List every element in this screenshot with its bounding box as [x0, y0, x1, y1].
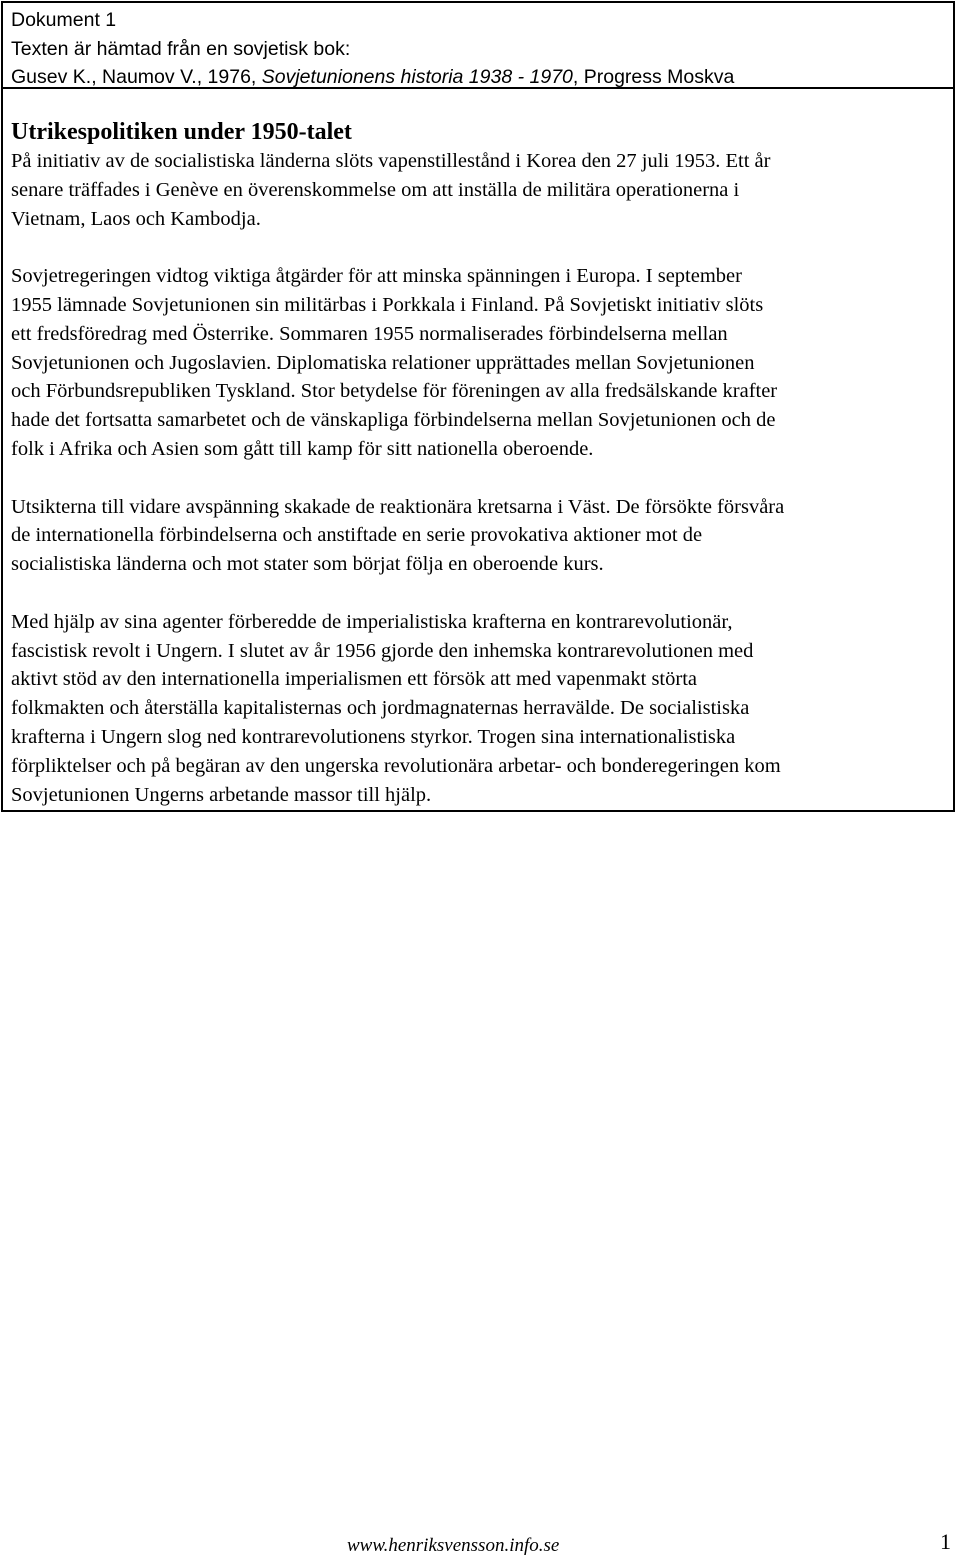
paragraph-spacer — [11, 579, 945, 608]
text-line: senare träffades i Genève en överenskommelse om att inställa de militära operationerna i — [11, 178, 740, 201]
article-body — [1, 89, 955, 812]
text-line: förpliktelser och på begäran av den ungerska revolutionära arbetar- och bonderegeringen kom — [11, 754, 781, 777]
paragraph-spacer — [11, 233, 945, 262]
paragraph-west-reaction — [11, 493, 945, 579]
document-label: Dokument 1 — [11, 9, 117, 31]
article-heading: Utrikespolitiken under 1950-talet — [11, 119, 352, 145]
citation-publisher: , Progress Moskva — [572, 66, 735, 88]
text-line: Sovjetunionen och Jugoslavien. Diplomatiska relationer upprättades mellan Sovjetunionen — [11, 351, 755, 374]
text-line: fascistisk revolt i Ungern. I slutet av år 1956 gjorde den inhemska kontrarevolutionen med — [11, 639, 754, 662]
text-line: krafterna i Ungern slog ned kontrarevolutionens styrkor. Trogen sina internationalistiska — [11, 725, 736, 748]
paragraph-korea-vietnam — [11, 147, 945, 233]
text-line: 1955 lämnade Sovjetunionen sin militärbas i Porkkala i Finland. På Sovjetiskt initiativ slöts — [11, 293, 764, 316]
text-line: folkmakten och återställa kapitalisternas och jordmagnaternas herravälde. De socialistiska — [11, 697, 750, 720]
source-citation — [11, 63, 953, 92]
text-line: hade det fortsatta samarbetet och de vänskapliga förbindelserna mellan Sovjetunionen och de — [11, 409, 776, 432]
text-line: socialistiska länderna och mot stater som börjat följa en oberoende kurs. — [11, 553, 604, 576]
page-number: 1 — [940, 1529, 951, 1554]
text-line: aktivt stöd av den internationella imperialismen ett försök att med vapenmakt störta — [11, 668, 697, 691]
citation-authors: Gusev K., Naumov V., 1976, — [11, 66, 262, 88]
text-line: och Förbundsrepubliken Tyskland. Stor betydelse för föreningen av alla fredsälskande krafter — [11, 380, 778, 403]
citation-title: Sovjetunionens historia 1938 - 1970 — [261, 66, 573, 88]
text-line: ett fredsföredrag med Österrike. Sommaren 1955 normaliserades förbindelserna mellan — [11, 322, 728, 345]
text-line: På initiativ av de socialistiska länderna slöts vapenstillestånd i Korea den 27 juli 1953. Ett år — [11, 150, 771, 172]
text-line: Sovjetunionen Ungerns arbetande massor till hjälp. — [11, 783, 432, 806]
text-line: Med hjälp av sina agenter förberedde de imperialistiska krafterna en kontrarevolutionär, — [11, 610, 733, 633]
paragraph-hungary — [11, 608, 945, 810]
text-line: folk i Afrika och Asien som gått till kamp för sitt nationella oberoende. — [11, 437, 594, 460]
document-header — [1, 1, 955, 89]
text-line: Vietnam, Laos och Kambodja. — [11, 207, 261, 230]
text-line: de internationella förbindelserna och anstiftade en serie provokativa aktioner mot de — [11, 524, 703, 547]
page-footer — [0, 1527, 960, 1555]
paragraph-spacer — [11, 464, 945, 493]
source-intro: Texten är hämtad från en sovjetisk bok: — [11, 37, 351, 60]
text-line: Utsikterna till vidare avspänning skakade de reaktionära kretsarna i Väst. De försökte försvåra — [11, 495, 785, 518]
footer-url[interactable]: www.henriksvensson.info.se — [347, 1535, 560, 1556]
paragraph-europe — [11, 262, 945, 464]
text-line: Sovjetregeringen vidtog viktiga åtgärder för att minska spänningen i Europa. I september — [11, 265, 742, 288]
